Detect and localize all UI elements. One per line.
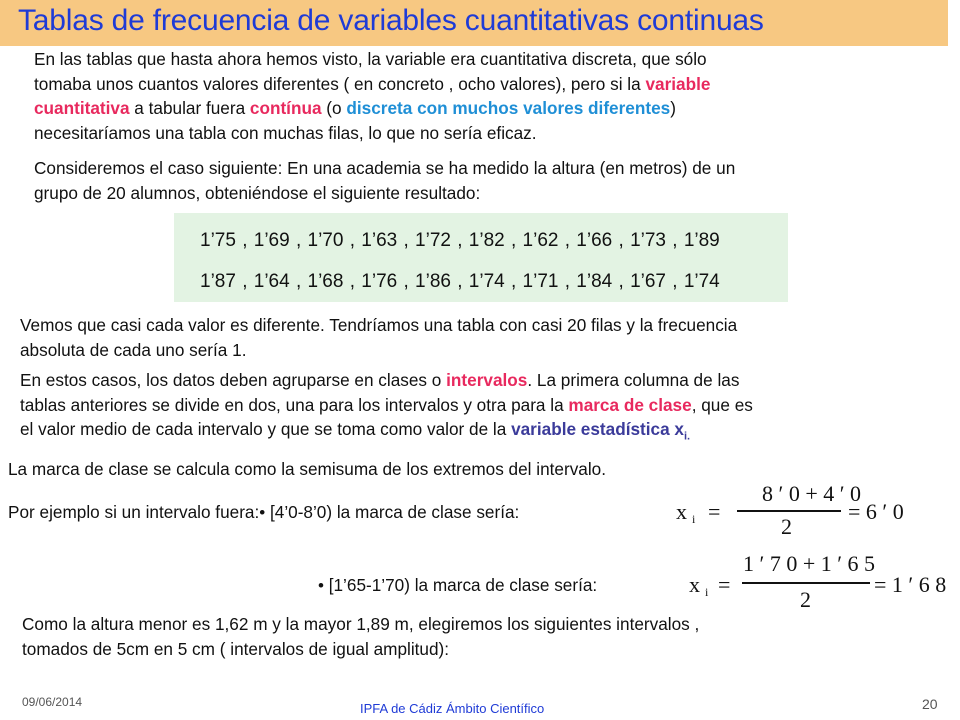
- grouping-line-1-text-b: . La primera columna de las: [527, 370, 740, 390]
- formula-2-fraction-bar: [742, 582, 870, 584]
- highlight-intervalos: intervalos: [446, 370, 528, 390]
- formula-1-denominator: 2: [781, 514, 792, 539]
- example-2-text-body: [1’65-1’70) la marca de clase sería:: [323, 575, 598, 595]
- subscript-i: i.: [684, 430, 691, 443]
- grouping-line-1: [20, 368, 753, 393]
- grouping-line-3: [20, 417, 753, 449]
- case-paragraph: [34, 156, 735, 205]
- formula-2-lhs: x: [689, 572, 700, 597]
- highlight-continua: contínua: [249, 98, 322, 118]
- bullet-icon: •: [318, 576, 324, 595]
- grouping-line-3-text: el valor medio de cada intervalo y que se toma como valor de la: [20, 419, 512, 439]
- example-1-text: [8, 500, 519, 526]
- grouping-paragraph: [20, 368, 753, 449]
- intro-line-3-text-b: (o: [321, 98, 347, 118]
- intro-line-3-text-a: a tabular fuera: [129, 98, 250, 118]
- formula-1-numerator: 8 ′ 0 + 4 ′ 0: [762, 481, 862, 506]
- intro-paragraph: [34, 47, 710, 145]
- intro-line-3-text-c: ): [670, 98, 676, 118]
- intro-line-4: necesitaríamos una tabla con muchas filas, lo que no sería eficaz.: [34, 122, 537, 143]
- highlight-marca-de-clase: marca de clase: [568, 394, 692, 415]
- bullet-icon: •: [259, 503, 266, 522]
- formula-2-result: = 1 ′ 6 8: [874, 572, 947, 597]
- highlight-variable-estadistica: variable estadística x: [511, 419, 684, 439]
- page-title: Tablas de frecuencia de variables cuantitativas continuas: [18, 4, 764, 37]
- page-number: 20: [922, 696, 938, 712]
- formula-1-sub: i: [692, 512, 696, 526]
- grouping-line-1-text-a: En estos casos, los datos deben agruparse en clases o: [20, 370, 447, 390]
- formula-1-lhs: x: [676, 499, 687, 524]
- intervals-line-1: Como la altura menor es 1,62 m y la mayor 1,89 m, elegiremos los siguientes intervalos ,: [22, 614, 700, 634]
- grouping-line-2-text-b: , que es: [691, 394, 753, 415]
- formula-1-eq: =: [708, 499, 721, 524]
- highlight-cuantitativa: cuantitativa: [34, 98, 130, 118]
- formula-2-sub: i: [705, 585, 709, 599]
- intro-line-1: En las tablas que hasta ahora hemos visto, la variable era cuantitativa discreta, que sólo: [34, 49, 707, 69]
- example-2-text: [318, 573, 597, 599]
- formula-1-fraction-bar: [737, 510, 841, 512]
- intervals-paragraph: [22, 612, 699, 661]
- observation-line-2: absoluta de cada uno sería 1.: [20, 339, 247, 360]
- observation-line-1: Vemos que casi cada valor es diferente. Tendríamos una tabla con casi 20 filas y la frecuencia: [20, 315, 738, 335]
- data-row-1: 1’75 , 1’69 , 1’70 , 1’63 , 1’72 , 1’82 , 1’62 , 1’66 , 1’73 , 1’89: [200, 230, 720, 251]
- formula-2-numerator: 1 ′ 7 0 + 1 ′ 6 5: [743, 551, 876, 576]
- highlight-variable: variable: [645, 73, 711, 94]
- example-1-text-b: [4’0-8’0) la marca de clase sería:: [265, 502, 520, 522]
- intro-line-3: [34, 96, 710, 121]
- case-line-1: Consideremos el caso siguiente: En una academia se ha medido la altura (en metros) de un: [34, 158, 736, 178]
- data-row-2: 1’87 , 1’64 , 1’68 , 1’76 , 1’86 , 1’74 , 1’71 , 1’84 , 1’67 , 1’74: [200, 271, 720, 292]
- intervals-line-2: tomados de 5cm en 5 cm ( intervalos de igual amplitud):: [22, 638, 450, 659]
- footer-date: 09/06/2014: [22, 695, 83, 709]
- observation-paragraph: [20, 313, 737, 362]
- intro-line-2: [34, 72, 710, 97]
- grouping-line-2: [20, 393, 753, 418]
- example-1-text-a: Por ejemplo si un intervalo fuera:: [8, 502, 260, 522]
- footer-center-text: IPFA de Cádiz Ámbito Científico: [360, 701, 545, 716]
- formula-1-result: = 6 ′ 0: [848, 499, 904, 524]
- case-line-2: grupo de 20 alumnos, obteniéndose el siguiente resultado:: [34, 182, 481, 203]
- formula-2-denominator: 2: [800, 587, 811, 612]
- semisum-line: La marca de clase se calcula como la semisuma de los extremos del intervalo.: [8, 459, 607, 479]
- formula-2-eq: =: [718, 572, 731, 597]
- intro-line-2-text: tomaba unos cuantos valores diferentes ( en concreto , ocho valores), pero si la: [34, 73, 646, 94]
- highlight-discreta: discreta con muchos valores diferentes: [346, 98, 671, 118]
- grouping-line-2-text-a: tablas anteriores se divide en dos, una para los intervalos y otra para la: [20, 394, 569, 415]
